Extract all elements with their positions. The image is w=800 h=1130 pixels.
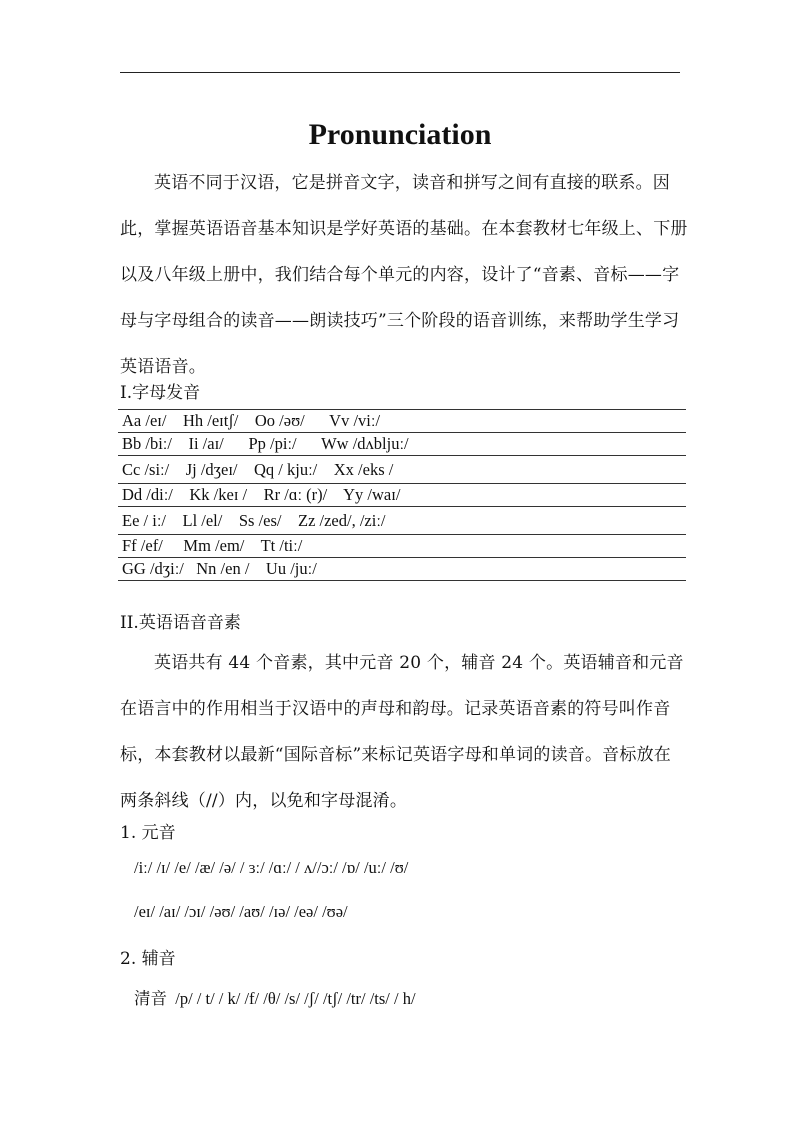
- table-cell: Bb /biː/ Ii /aɪ/ Pp /piː/ Ww /dʌbljuː/: [118, 433, 686, 456]
- table-cell: Aa /eɪ/ Hh /eɪtʃ/ Oo /əʊ/ Vv /viː/: [118, 410, 686, 433]
- section-heading-letters: I.字母发音: [120, 383, 201, 403]
- phonemes-paragraph: 英语共有 44 个音素，其中元音 20 个，辅音 24 个。英语辅音和元音在语言中的作用相当于汉语中的声母和韵母。记录英语音素的符号叫作音标，本套教材以最新“国际音标”来标记英语字母和单词的读音。音标放在两条斜线（//）内，以免和字母混淆。: [120, 653, 684, 811]
- vowel-line: /iː/ /ɪ/ /e/ /æ/ /ə/ / ɜː/ /ɑː/ / ʌ//ɔː/ /ɒ/ /uː/ /ʊ/: [134, 858, 409, 877]
- vowels-heading: 1. 元音: [120, 823, 176, 843]
- table-cell: Cc /siː/ Jj /dʒeɪ/ Qq / kjuː/ Xx /eks /: [118, 456, 686, 484]
- letter-pronunciation-table: [118, 409, 686, 581]
- consonants-heading: 2. 辅音: [120, 949, 176, 969]
- table-row: [118, 558, 686, 581]
- table-cell: Dd /diː/ Kk /keɪ / Rr /ɑː (r)/ Yy /waɪ/: [118, 484, 686, 507]
- table-row: [118, 456, 686, 484]
- table-cell: GG /dʒiː/ Nn /en / Uu /juː/: [118, 558, 686, 581]
- consonant-line: 清音 /p/ / t/ / k/ /f/ /θ/ /s/ /ʃ/ /tʃ/ /tr/ /ts/ / h/: [134, 989, 416, 1008]
- section-heading-phonemes: II.英语语音音素: [120, 613, 241, 633]
- intro-paragraph: 英语不同于汉语，它是拼音文字，读音和拼写之间有直接的联系。因此，掌握英语语音基本知识是学好英语的基础。在本套教材七年级上、下册以及八年级上册中，我们结合每个单元的内容，设计了“音素、音标——字母与字母组合的读音——朗读技巧”三个阶段的语音训练，来帮助学生学习英语语音。: [120, 173, 688, 377]
- table-cell: Ee / iː/ Ll /el/ Ss /es/ Zz /zed/, /ziː/: [118, 507, 686, 535]
- header-rule: [120, 72, 680, 73]
- page-title: Pronunciation: [308, 118, 492, 151]
- table-row: [118, 484, 686, 507]
- table-cell: Ff /ef/ Mm /em/ Tt /tiː/: [118, 535, 686, 558]
- vowel-line: /eɪ/ /aɪ/ /ɔɪ/ /əʊ/ /aʊ/ /ɪə/ /eə/ /ʊə/: [134, 902, 348, 921]
- table-row: [118, 433, 686, 456]
- table-row: [118, 535, 686, 558]
- table-row: [118, 410, 686, 433]
- table-row: [118, 507, 686, 535]
